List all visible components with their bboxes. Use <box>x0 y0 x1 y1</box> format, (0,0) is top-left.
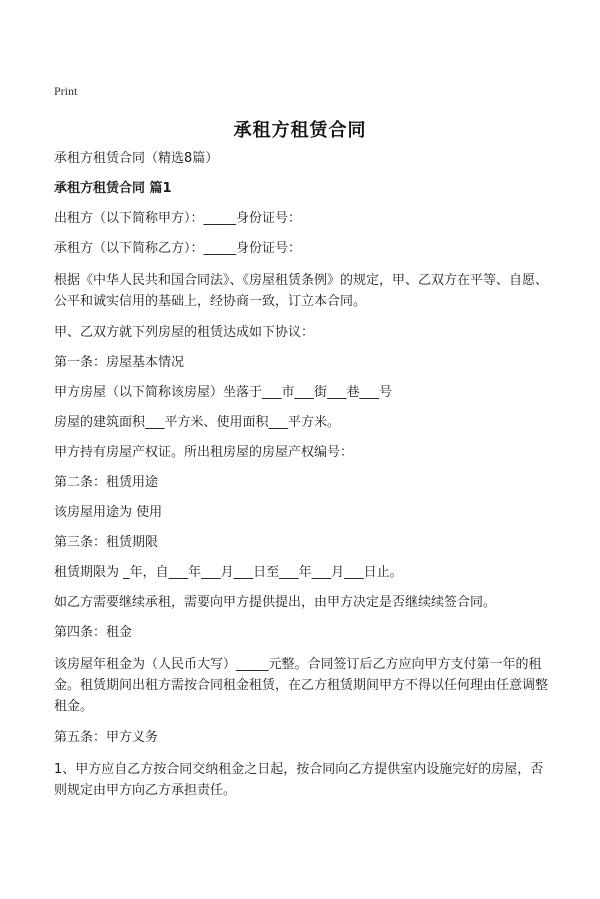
article-2-heading: 第二条：租赁用途 <box>54 475 159 490</box>
paragraph-ownership: 甲方持有房屋产权证。所出租房屋的房屋产权编号： <box>54 445 354 460</box>
paragraph-location: 甲方房屋（以下简称该房屋）坐落于___市___街___巷___号 <box>54 385 393 400</box>
paragraph-basis: 根据《中华人民共和国合同法》、《房屋租赁条例》的规定，甲、乙双方在平等、自愿、公平和诚实信用的基础上，经协商一致，订立本合同。 <box>54 273 549 309</box>
article-3-heading: 第三条：租赁期限 <box>54 535 159 550</box>
document-body <box>54 150 554 813</box>
paragraph-obligation-1: 1、甲方应自乙方按合同交纳租金之日起，按合同向乙方提供室内设施完好的房屋，否则规定由甲方向乙方承担责任。 <box>54 762 544 798</box>
paragraph-usage: 该房屋用途为 使用 <box>54 505 163 520</box>
paragraph-renewal: 如乙方需要继续承租，需要向甲方提供提出，由甲方决定是否继续续签合同。 <box>54 595 497 610</box>
paragraph-lessee: 承租方（以下简称乙方）：_____身份证号： <box>54 241 302 256</box>
paragraph-lessor: 出租方（以下简称甲方）：_____身份证号： <box>54 211 302 226</box>
paragraph-rent: 该房屋年租金为（人民币大写）_____元整。合同签订后乙方应向甲方支付第一年的租金。租赁期间出租方需按合同租金租赁，在乙方租赁期间甲方不得以任何理由任意调整租金。 <box>54 657 549 714</box>
article-4-heading: 第四条：租金 <box>54 625 133 640</box>
document-subtitle: 承租方租赁合同（精选8篇） <box>54 151 219 166</box>
document-title: 承租方租赁合同 <box>233 120 367 141</box>
article-5-heading: 第五条：甲方义务 <box>54 730 159 745</box>
paragraph-agreement: 甲、乙双方就下列房屋的租赁达成如下协议： <box>54 325 315 340</box>
paragraph-term: 租赁期限为 _年，自___年___月___日至___年___月___日止。 <box>54 565 403 580</box>
section-heading: 承租方租赁合同 篇1 <box>54 181 172 196</box>
paragraph-area: 房屋的建筑面积___平方米、使用面积___平方米。 <box>54 415 341 430</box>
print-label: Print <box>54 84 78 98</box>
article-1-heading: 第一条：房屋基本情况 <box>54 355 185 370</box>
